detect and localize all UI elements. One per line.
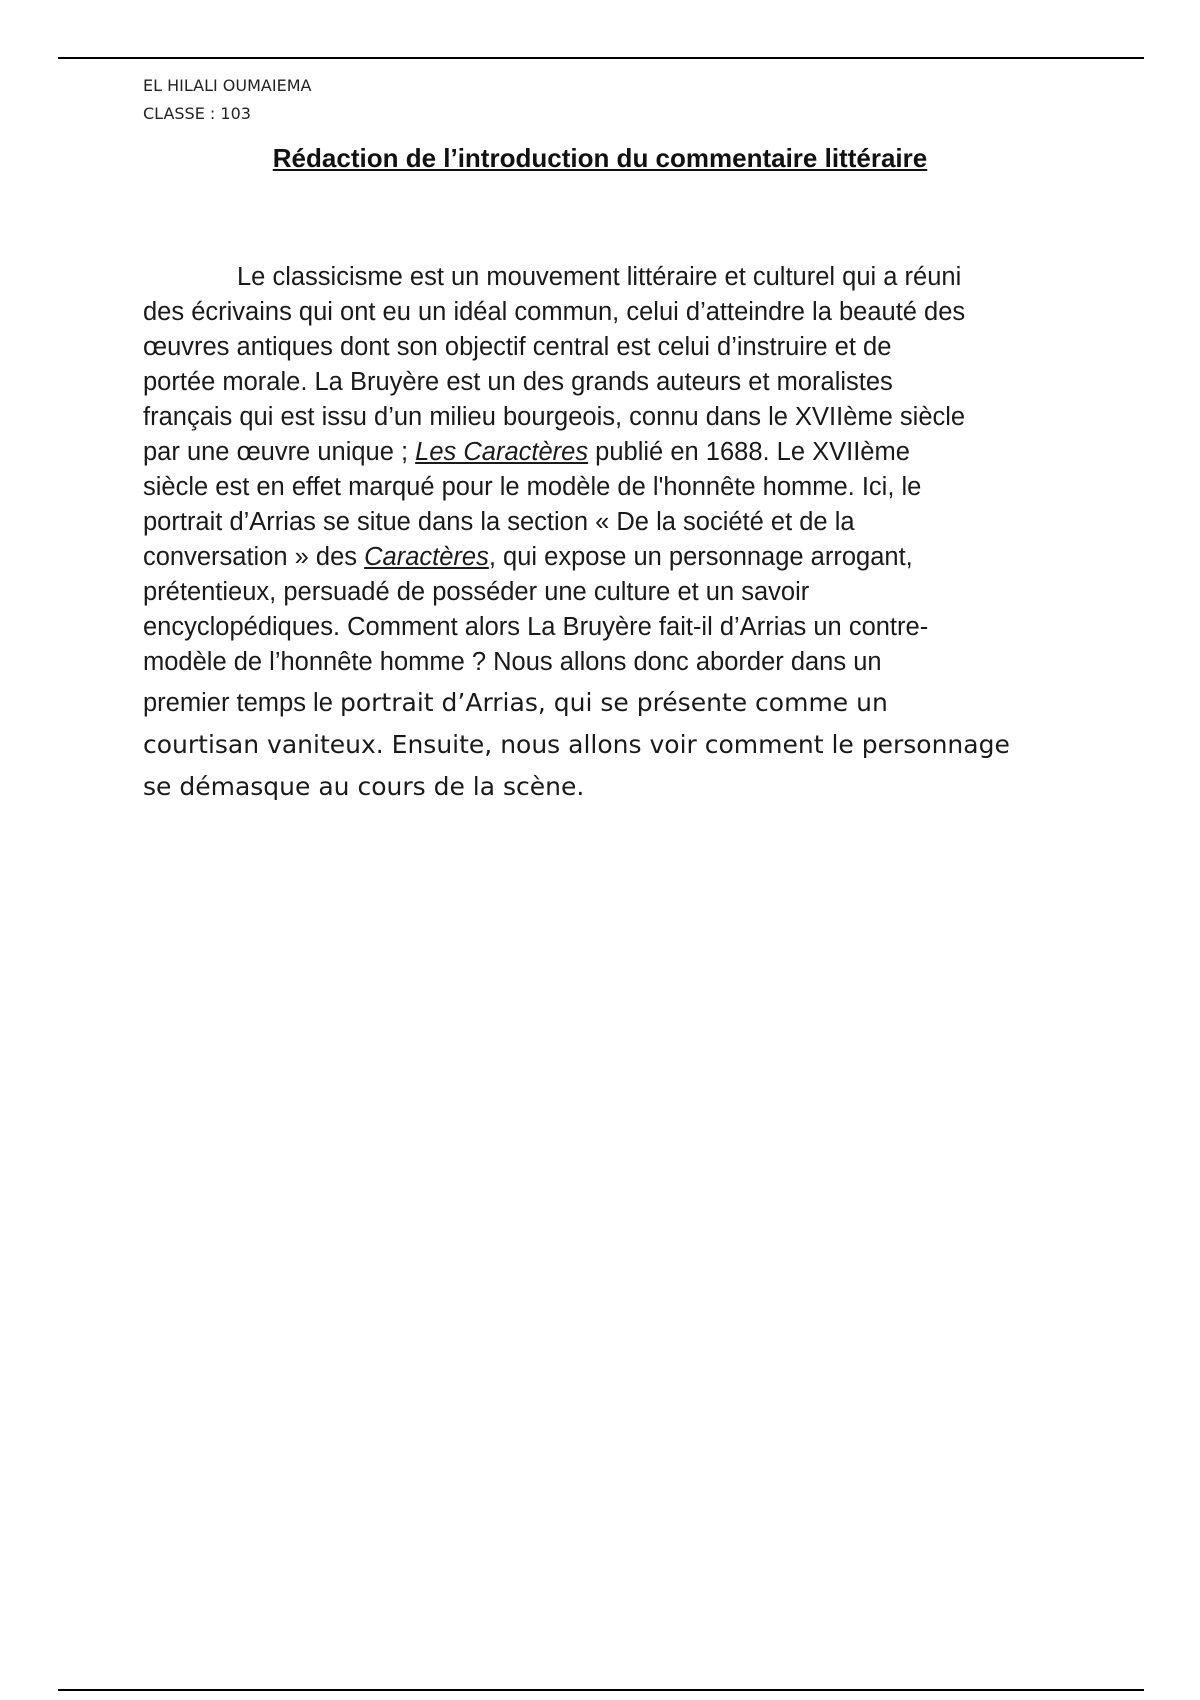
- paragraph-line: [143, 682, 1063, 724]
- paragraph-line: modèle de l’honnête homme ? Nous allons donc aborder dans un: [143, 648, 882, 676]
- paragraph-line: français qui est issu d’un milieu bourgeois, connu dans le XVIIème siècle: [143, 403, 966, 431]
- paragraph-line: [143, 540, 1063, 575]
- paragraph-line: se démasque au cours de la scène.: [143, 772, 585, 801]
- paragraph-line: des écrivains qui ont eu un idéal commun, celui d’atteindre la beauté des: [143, 298, 966, 326]
- paragraph-text: , qui expose un personnage arrogant,: [488, 543, 913, 571]
- paragraph-line: encyclopédiques. Comment alors La Bruyère fait-il d’Arrias un contre-: [143, 613, 929, 641]
- paragraph-line: siècle est en effet marqué pour le modèle de l'honnête homme. Ici, le: [143, 473, 922, 501]
- paragraph-line: œuvres antiques dont son objectif central est celui d’instruire et de: [143, 333, 892, 361]
- book-title-reference: Caractères: [364, 543, 489, 571]
- paragraph-line: portée morale. La Bruyère est un des grands auteurs et moralistes: [143, 368, 893, 396]
- paragraph-line: Le classicisme est un mouvement littéraire et culturel qui a réuni: [237, 263, 962, 291]
- book-title-reference: Les Caractères: [415, 438, 589, 466]
- paragraph-line: courtisan vaniteux. Ensuite, nous allons voir comment le personnage: [143, 730, 1010, 759]
- paragraph-text: portrait d’Arrias, qui se présente comme un: [339, 688, 888, 717]
- class-label: CLASSE : 103: [143, 104, 251, 123]
- top-rule: [58, 57, 1144, 59]
- document-title: Rédaction de l’introduction du commentaire littéraire: [272, 143, 928, 173]
- paragraph-line: portrait d’Arrias se situe dans la section « De la société et de la: [143, 508, 855, 536]
- bottom-rule: [58, 1689, 1144, 1691]
- paragraph-text: publié en 1688. Le XVIIème: [588, 438, 910, 466]
- paragraph-line: prétentieux, persuadé de posséder une culture et un savoir: [143, 578, 810, 606]
- paragraph-text: premier temps le: [143, 689, 340, 717]
- paragraph-text: conversation » des: [143, 543, 365, 571]
- header-block: [143, 72, 311, 128]
- paragraph-text: par une œuvre unique ;: [143, 438, 416, 466]
- introduction-paragraph: [143, 260, 1063, 808]
- paragraph-line: [143, 435, 1063, 470]
- author-name: EL HILALI OUMAIEMA: [143, 76, 312, 95]
